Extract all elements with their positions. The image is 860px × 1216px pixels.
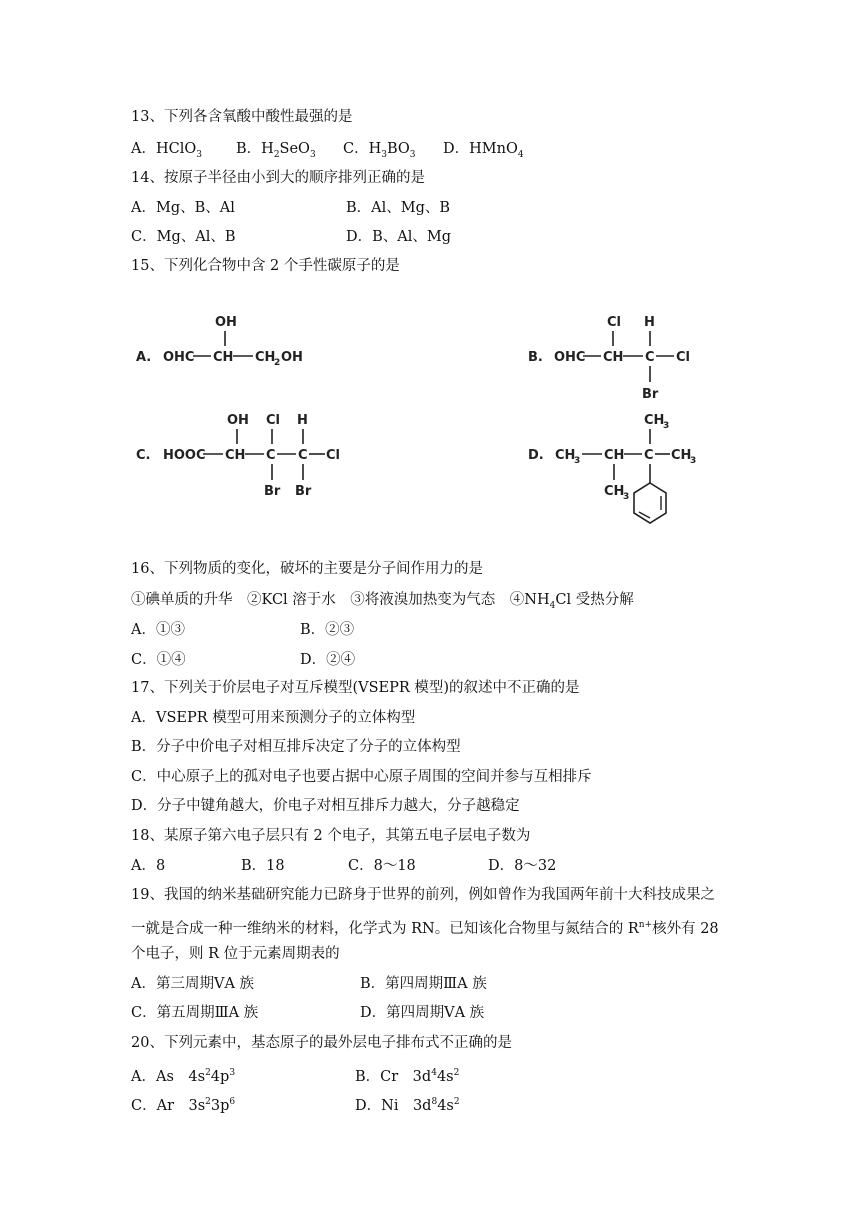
- q14-option-c: C．Mg、Al、B: [131, 229, 236, 245]
- q14-option-a: A．Mg、B、Al: [131, 200, 235, 216]
- svg-text:Cl: Cl: [607, 315, 621, 330]
- q13-option-a: A．HClO$_3$: [131, 141, 202, 160]
- q18-option-a: A．8: [131, 858, 166, 874]
- svg-text:CH: CH: [255, 350, 276, 365]
- q20-option-b: B．Cr $3d^44s^2$: [355, 1068, 460, 1085]
- svg-text:CH: CH: [604, 484, 625, 499]
- svg-text:CH: CH: [213, 350, 234, 365]
- svg-text:Cl: Cl: [266, 413, 280, 428]
- svg-text:C: C: [644, 448, 654, 463]
- svg-text:HOOC: HOOC: [163, 448, 206, 463]
- svg-text:OH: OH: [215, 315, 237, 330]
- q19-option-a: A．第三周期ⅤA 族: [131, 976, 255, 992]
- svg-text:CH: CH: [671, 448, 692, 463]
- svg-text:Br: Br: [642, 387, 659, 402]
- q20-option-a: A．As $4s^24p^3$: [131, 1068, 236, 1085]
- q18-option-b: B．18: [241, 858, 285, 874]
- q19-option-b: B．第四周期ⅢA 族: [360, 976, 487, 992]
- svg-text:Cl: Cl: [326, 448, 340, 463]
- svg-text:3: 3: [623, 492, 630, 502]
- q19-line-3: 个电子，则 R 位于元素周期表的: [131, 946, 340, 962]
- q19-option-d: D．第四周期ⅤA 族: [360, 1005, 485, 1021]
- svg-text:Br: Br: [295, 484, 312, 499]
- q13-option-b: B．$H_2SeO_3$: [236, 141, 316, 160]
- structure-c: [133, 407, 353, 502]
- structure-a: [133, 310, 333, 375]
- structure-d: [525, 407, 715, 537]
- q20-option-c: C．Ar $3s^23p^6$: [131, 1097, 236, 1114]
- q13-option-d: D．HMnO$_4$: [443, 141, 524, 160]
- q16-option-b: B．②③: [300, 622, 355, 638]
- svg-text:D.: D.: [528, 448, 544, 463]
- svg-text:C.: C.: [136, 448, 151, 463]
- q17-option-a: A．VSEPR 模型可用来预测分子的立体构型: [131, 710, 416, 726]
- svg-text:OH: OH: [281, 350, 303, 365]
- q17-option-c: C．中心原子上的孤对电子也要占据中心原子周围的空间并参与互相排斥: [131, 769, 592, 785]
- svg-text:B.: B.: [528, 350, 543, 365]
- q18-stem: 18、某原子第六电子层只有 2 个电子，其第五电子层电子数为: [131, 828, 531, 844]
- q16-items: ①碘单质的升华 ②KCl 溶于水 ③将液溴加热变为气态 $④NH_4Cl$ 受热分解: [131, 592, 634, 611]
- svg-text:CH: CH: [604, 448, 625, 463]
- svg-text:Cl: Cl: [676, 350, 690, 365]
- q14-option-d: D．B、Al、Mg: [346, 229, 452, 245]
- svg-text:2: 2: [274, 358, 281, 368]
- structure-b: [525, 310, 705, 405]
- q15-stem: 15、下列化合物中含 2 个手性碳原子的是: [131, 258, 400, 274]
- svg-text:C: C: [298, 448, 308, 463]
- q19-option-c: C．第五周期ⅢA 族: [131, 1005, 259, 1021]
- q16-option-d: D．②④: [300, 652, 356, 668]
- svg-text:3: 3: [574, 456, 581, 466]
- svg-text:C: C: [266, 448, 276, 463]
- q14-option-b: B．Al、Mg、B: [346, 200, 451, 216]
- svg-text:OHC: OHC: [554, 350, 586, 365]
- q13-stem: 13、下列各含氧酸中酸性最强的是: [131, 109, 353, 125]
- svg-text:CH: CH: [225, 448, 246, 463]
- svg-text:OH: OH: [227, 413, 249, 428]
- q19-line-1: 19、我国的纳米基础研究能力已跻身于世界的前列，例如曾作为我国两年前十大科技成果之: [131, 887, 715, 903]
- q16-option-a: A．①③: [131, 622, 185, 638]
- svg-text:A.: A.: [136, 350, 152, 365]
- q18-option-d: D．8～32: [488, 858, 557, 874]
- q18-option-c: C．8～18: [348, 858, 416, 874]
- q19-line-2: 一就是合成一种一维纳米的材料，化学式为 RN。已知该化合物里与氮结合的 $R^{n+}$核外有 28: [131, 920, 719, 937]
- svg-text:3: 3: [663, 421, 670, 431]
- q14-stem: 14、按原子半径由小到大的顺序排列正确的是: [131, 170, 425, 186]
- svg-text:H: H: [297, 413, 308, 428]
- q13-option-c: C．$H_3BO_3$: [343, 141, 416, 160]
- q20-stem: 20、下列元素中，基态原子的最外层电子排布式不正确的是: [131, 1035, 512, 1051]
- svg-text:H: H: [644, 315, 655, 330]
- q16-option-c: C．①④: [131, 652, 186, 668]
- q20-option-d: D．Ni $3d^84s^2$: [355, 1097, 460, 1114]
- q17-option-b: B．分子中价电子对相互排斥决定了分子的立体构型: [131, 739, 461, 755]
- svg-text:3: 3: [690, 456, 697, 466]
- svg-text:CH: CH: [644, 413, 665, 428]
- svg-text:C: C: [645, 350, 655, 365]
- svg-text:CH: CH: [603, 350, 624, 365]
- svg-text:OHC: OHC: [163, 350, 195, 365]
- svg-text:CH: CH: [555, 448, 576, 463]
- svg-text:Br: Br: [264, 484, 281, 499]
- q17-option-d: D．分子中键角越大，价电子对相互排斥力越大，分子越稳定: [131, 798, 520, 814]
- q16-stem: 16、下列物质的变化，破坏的主要是分子间作用力的是: [131, 561, 483, 577]
- q17-stem: 17、下列关于价层电子对互斥模型(VSEPR 模型)的叙述中不正确的是: [131, 680, 580, 696]
